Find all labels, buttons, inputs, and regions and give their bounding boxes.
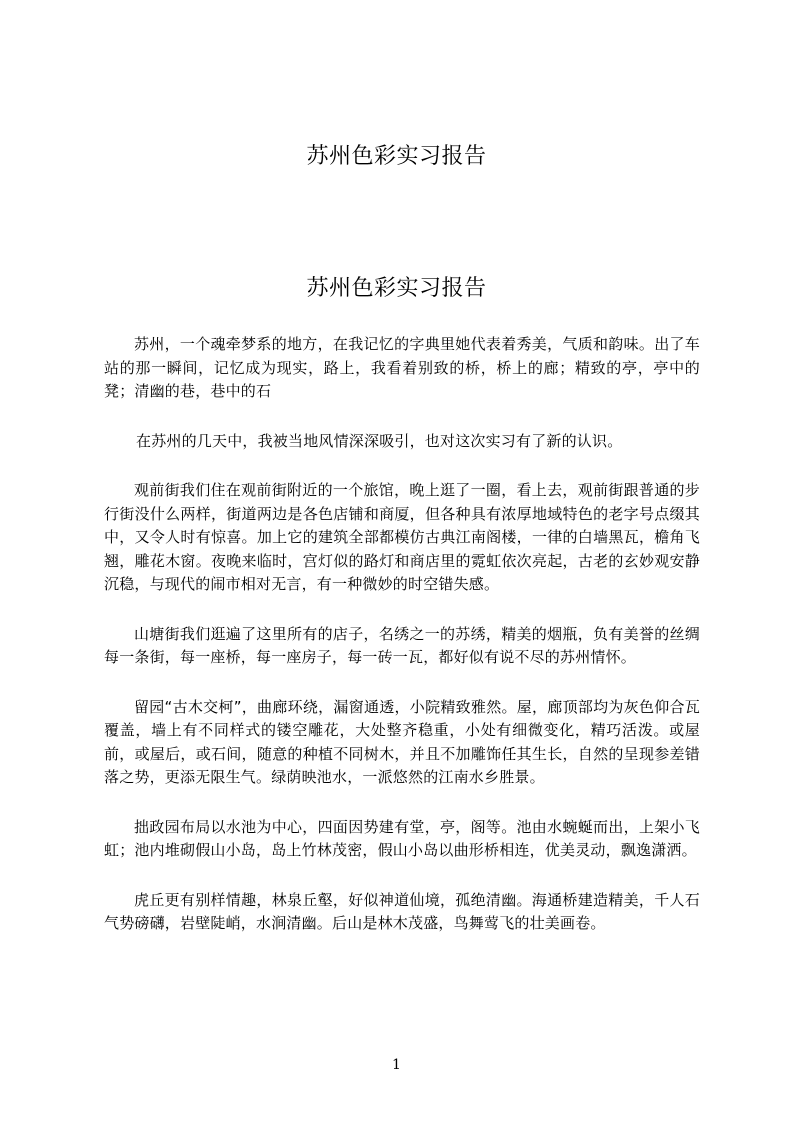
paragraph-lingering-garden: 留园“古木交柯”，曲廊环绕，漏窗通透，小院精致雅然。屋，廊顶部均为灰色仰合瓦覆盖，墙上有不同样式的镂空雕花，大处整齐稳重，小处有细微变化，精巧活泼。或屋前，或屋后，或石间，随意的种植不同树木，并且不加雕饰任其生长，自然的呈现参差错落之势，更添无限生气。绿荫映池水，一派悠然的江南水乡胜景。 [104,697,700,786]
document-header-title: 苏州色彩实习报告 [306,144,487,169]
paragraph-tiger-hill: 虎丘更有别样情趣，林泉丘壑，好似神道仙境，孤绝清幽。海通桥建造精美，千人石气势磅礴，岩壁陡峭，水涧清幽。后山是林木茂盛，鸟舞莺飞的壮美画卷。 [104,890,700,932]
document-main-title: 苏州色彩实习报告 [306,276,487,301]
paragraph-intro: 苏州，一个魂牵梦系的地方，在我记忆的字典里她代表着秀美，气质和韵味。出了车站的那一瞬间，记忆成为现实，路上，我看着别致的桥，桥上的廊；精致的亭，亭中的凳；清幽的巷，巷中的石 [104,335,700,400]
paragraph-guanqian-street: 观前街我们住在观前街附近的一个旅馆，晚上逛了一圈，看上去，观前街跟普通的步行街没什么两样，街道两边是各色店铺和商厦，但各种具有浓厚地域特色的老字号点缀其中，又令人时有惊喜。加上它的建筑全部都模仿古典江南阁楼，一律的白墙黑瓦，檐角飞翘，雕花木窗。夜晚来临时，宫灯似的路灯和商店里的霓虹依次亮起，古老的玄妙观安静沉稳，与现代的闹市相对无言，有一种微妙的时空错失感。 [104,481,700,593]
paragraph-impression: 在苏州的几天中，我被当地风情深深吸引，也对这次实习有了新的认识。 [136,431,623,450]
page-number: 1 [392,1057,401,1073]
document-body [104,333,700,962]
paragraph-humble-administrator-garden: 拙政园布局以水池为中心，四面因势建有堂，亭，阁等。池由水蜿蜒而出，上架小飞虹；池内堆砌假山小岛，岛上竹林茂密，假山小岛以曲形桥相连，优美灵动，飘逸潇洒。 [104,817,700,859]
paragraph-shantang-street: 山塘街我们逛遍了这里所有的店子，名绣之一的苏绣，精美的烟瓶，负有美誉的丝绸每一条街，每一座桥，每一座房子，每一砖一瓦，都好似有说不尽的苏州情怀。 [104,624,700,666]
